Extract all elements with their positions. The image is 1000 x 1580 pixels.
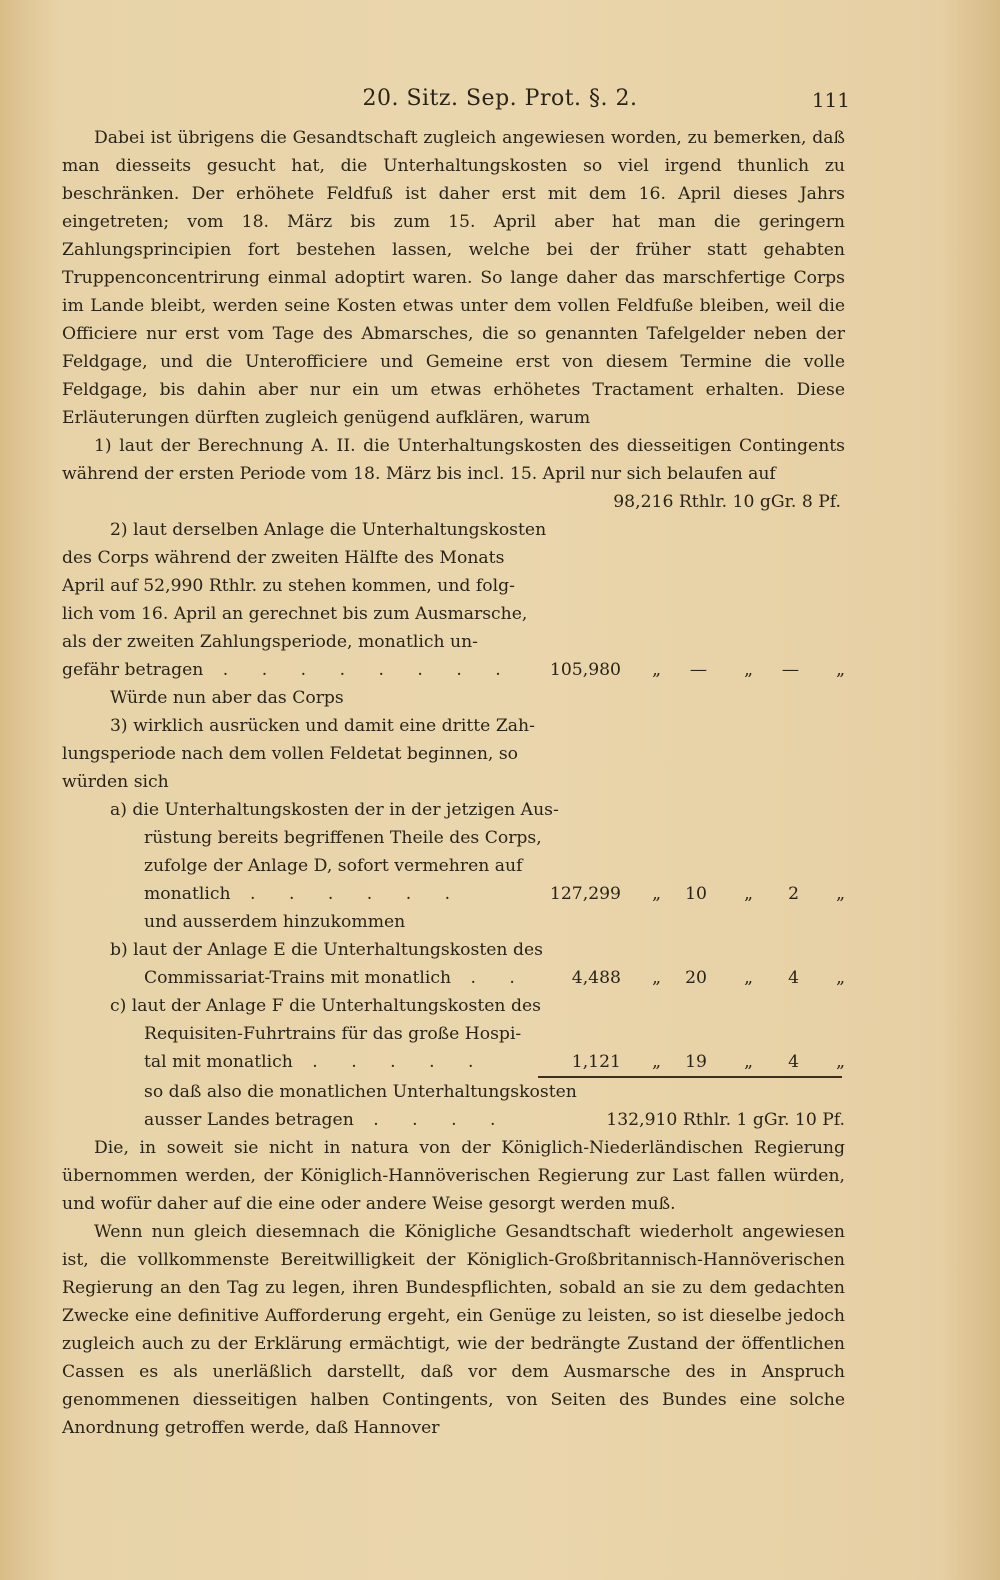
item-c (62, 992, 845, 1076)
page-body (62, 124, 845, 1442)
item-a (62, 796, 845, 936)
wurde-line: Würde nun aber das Corps (110, 688, 344, 708)
page-number: 111 (811, 88, 850, 112)
item-a-line: monatlich (144, 884, 231, 904)
col-mark: „ (836, 968, 845, 988)
col-mark: 2 (788, 884, 799, 904)
item-3-line: 3) wirklich ausrücken und damit eine dritte Zah- (110, 716, 535, 736)
item-2-line: als der zweiten Zahlungsperiode, monatlich un- (62, 632, 478, 652)
total-amount: 132,910 Rthlr. 1 gGr. 10 Pf. (606, 1110, 845, 1130)
item-3-line: würden sich (62, 772, 169, 792)
total-line: ausser Landes betragen (144, 1110, 354, 1130)
col-mark: „ (744, 968, 753, 988)
item-a-amount: 127,299 (549, 884, 621, 904)
paragraph-3: Wenn nun gleich diesemnach die Königliche Gesandtschaft wiederholt angewiesen ist, die vollkommenste Bereitwilligkeit der Königlich-Großbritannisch-Hannöverischen Regierung an den Tag zu legen, ihren Bundespflichten, sobald an sie zu dem gedachten Zwecke eine definitive Aufforderung ergeht, ein Genüge zu leisten, so ist dieselbe jedoch zugleich auch zu der Erklärung ermächtigt, wie der bedrängte Zustand der öffentlichen Cassen es als unerläßlich darstellt, daß vor dem Ausmarsche des in Anspruch genommenen diesseitigen halben Contingents, von Seiten des Bundes eine solche Anordnung getroffen werde, daß Hannover (62, 1222, 845, 1438)
item-c-line: Requisiten-Fuhrtrains für das große Hospi- (144, 1024, 522, 1044)
col-mark: — (689, 660, 707, 680)
col-mark: „ (652, 884, 661, 904)
col-mark: „ (744, 660, 753, 680)
item-b-line: Commissariat-Trains mit monatlich (144, 968, 452, 988)
item-a-amount-row: monatlich . . . . . . 127,299 „ 10 „ 2 „ (62, 880, 845, 908)
col-mark: 19 (685, 1052, 707, 1072)
col-mark: „ (652, 1052, 661, 1072)
item-c-line: c) laut der Anlage F die Unterhaltungskosten des (110, 996, 541, 1016)
total-row: ausser Landes betragen . . . . 132,910 Rthlr. 1 gGr. 10 Pf. (62, 1106, 845, 1134)
total-block (62, 1078, 845, 1134)
item-b-amount-row: Commissariat-Trains mit monatlich . . 4,488 „ 20 „ 4 „ (62, 964, 845, 992)
item-2-line: gefähr betragen (62, 660, 204, 680)
item-c-line: tal mit monatlich (144, 1052, 293, 1072)
item-b-amount: 4,488 (571, 968, 621, 988)
col-mark: „ (836, 660, 845, 680)
item-a-line: a) die Unterhaltungskosten der in der jetzigen Aus- (110, 800, 559, 820)
paragraph-2: Die, in soweit sie nicht in natura von der Königlich-Niederländischen Regierung übernommen werden, der Königlich-Hannöverischen Regierung zur Last fallen würden, und wofür daher auf die eine oder andere Weise gesorgt werden muß. (62, 1138, 845, 1214)
item-2 (62, 516, 845, 684)
item-a-tail: und ausserdem hinzukommen (144, 912, 406, 932)
col-mark: — (781, 660, 799, 680)
col-mark: 20 (685, 968, 707, 988)
col-mark: „ (836, 884, 845, 904)
item-b-line: b) laut der Anlage E die Unterhaltungskosten des (110, 940, 543, 960)
col-mark: „ (836, 1052, 845, 1072)
item-a-line: zufolge der Anlage D, sofort vermehren auf (144, 856, 523, 876)
running-title: 20. Sitz. Sep. Prot. §. 2. (362, 86, 638, 111)
item-2-line: April auf 52,990 Rthlr. zu stehen kommen, und folg- (62, 576, 515, 596)
item-1-amount: 98,216 Rthlr. 10 gGr. 8 Pf. (613, 492, 841, 512)
total-line: so daß also die monatlichen Unterhaltungskosten (144, 1082, 577, 1102)
col-mark: „ (652, 660, 661, 680)
item-3 (62, 712, 845, 796)
paragraph-intro: Dabei ist übrigens die Gesandtschaft zugleich angewiesen worden, zu bemerken, daß man diesseits gesucht hat, die Unterhaltungskosten so viel irgend thunlich zu beschränken. Der erhöhete Feldfuß ist daher erst mit dem 16. April dieses Jahrs eingetreten; vom 18. März bis zum 15. April aber hat man die geringern Zahlungsprincipien fort bestehen lassen, welche bei der früher statt gehabten Truppenconcentrirung einmal adoptirt waren. So lange daher das marschfertige Corps im Lande bleibt, werden seine Kosten etwas unter dem vollen Feldfuße bleiben, weil die Officiere nur erst vom Tage des Abmarsches, die so genannten Tafelgelder neben der Feldgage, und die Unterofficiere und Gemeine erst von diesem Termine die volle Feldgage, bis dahin aber nur ein um etwas erhöhetes Tractament erhalten. Diese Erläuterungen dürften zugleich genügend aufklären, warum (62, 128, 845, 428)
item-a-line: rüstung bereits begriffenen Theile des Corps, (144, 828, 542, 848)
col-mark: „ (744, 884, 753, 904)
col-mark: 10 (685, 884, 707, 904)
col-mark: „ (744, 1052, 753, 1072)
item-2-line: 2) laut derselben Anlage die Unterhaltungskosten (110, 520, 547, 540)
item-2-line: des Corps während der zweiten Hälfte des Monats (62, 548, 505, 568)
item-c-amount-row: tal mit monatlich . . . . . 1,121 „ 19 „ 4 „ (62, 1048, 845, 1076)
col-mark: 4 (788, 968, 799, 988)
col-mark: „ (652, 968, 661, 988)
item-2-amount-row: gefähr betragen . . . . . . . . 105,980 „ — „ — „ (62, 656, 845, 684)
item-2-line: lich vom 16. April an gerechnet bis zum Ausmarsche, (62, 604, 528, 624)
col-mark: 4 (788, 1052, 799, 1072)
item-1-text: 1) laut der Berechnung A. II. die Unterhaltungskosten des diesseitigen Contingents während der ersten Periode vom 18. März bis incl. 15. April nur sich belaufen auf (62, 436, 845, 484)
item-b (62, 936, 845, 992)
item-2-amount: 105,980 (549, 660, 621, 680)
page-header (0, 86, 1000, 118)
item-3-line: lungsperiode nach dem vollen Feldetat beginnen, so (62, 744, 518, 764)
item-c-amount: 1,121 (571, 1052, 621, 1072)
